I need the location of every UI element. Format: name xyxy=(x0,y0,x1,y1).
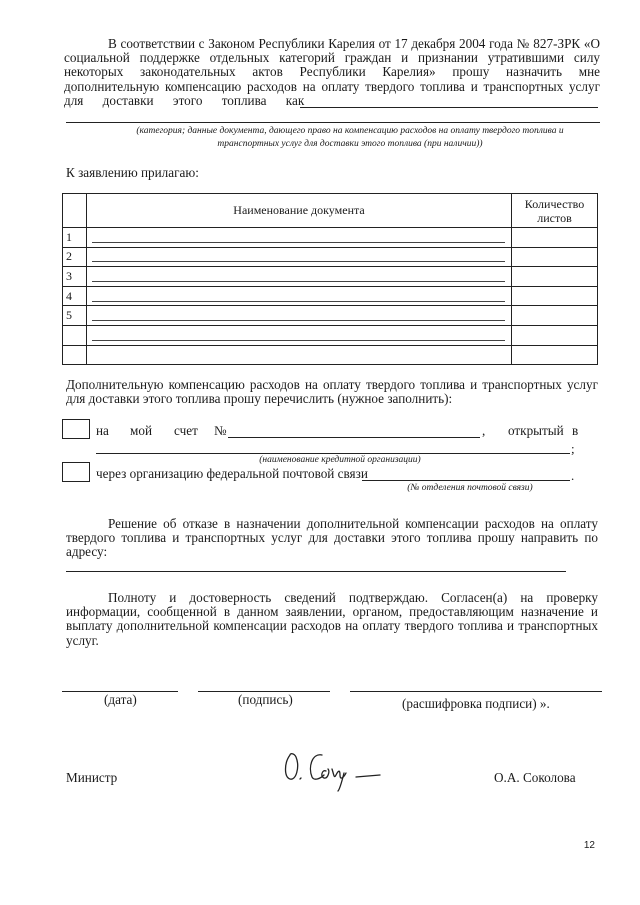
sheet-count-cell[interactable] xyxy=(512,286,598,306)
attachments-table xyxy=(62,193,598,365)
bank-account-checkbox[interactable] xyxy=(62,419,90,439)
page-number: 12 xyxy=(583,840,595,851)
category-fill-line[interactable] xyxy=(300,107,598,108)
bank-comma: , xyxy=(482,423,486,438)
post-office-checkbox[interactable] xyxy=(62,462,90,482)
account-number-line[interactable] xyxy=(228,437,480,438)
table-header-row xyxy=(63,194,598,228)
refusal-paragraph xyxy=(66,517,598,560)
intro-line-1: В соответствии с Законом Республики Карелия от 17 декабря 2004 года № 827-ЗРК «О xyxy=(108,36,600,51)
decode-label: (расшифровка подписи) ». xyxy=(402,696,550,711)
confirm-line-1: Полноту и достоверность сведений подтверждаю. Согласен(а) на проверку xyxy=(108,590,598,605)
col-name-header: Наименование документа xyxy=(86,194,511,228)
document-name-cell[interactable] xyxy=(86,286,511,306)
row-number: 4 xyxy=(63,286,87,306)
col-number-header xyxy=(63,194,87,228)
sheet-count-cell[interactable] xyxy=(512,247,598,267)
decode-line[interactable] xyxy=(350,691,602,692)
minister-position: Министр xyxy=(66,770,118,785)
post-office-period: . xyxy=(571,468,575,483)
document-name-cell[interactable] xyxy=(86,325,511,345)
intro-line-4: дополнительную компенсацию расходов на оплату твердого топлива и транспортных услуг xyxy=(64,78,600,94)
payment-line-2: для доставки этого топлива прошу перечислить (нужное заполнить): xyxy=(66,391,453,407)
minister-name: О.А. Соколова xyxy=(494,770,576,785)
payment-paragraph xyxy=(66,378,598,406)
intro-paragraph xyxy=(64,37,600,108)
post-office-number-line[interactable] xyxy=(362,480,570,481)
refusal-line-3: адресу: xyxy=(66,544,108,560)
handwritten-signature xyxy=(282,745,392,795)
post-option: через организацию федеральной почтовой связи xyxy=(96,466,368,481)
signature-label: (подпись) xyxy=(238,692,293,707)
document-name-cell[interactable] xyxy=(86,267,511,287)
table-row xyxy=(63,228,598,248)
row-number xyxy=(63,325,87,345)
document-name-cell[interactable] xyxy=(86,247,511,267)
col-count-label-1: Количество xyxy=(524,196,585,211)
date-label: (дата) xyxy=(104,692,137,707)
intro-line-2: социальной поддержке отдельных категорий граждан и признании утратившими силу xyxy=(64,50,600,66)
table-row xyxy=(63,325,598,345)
intro-line-5 xyxy=(64,94,600,108)
document-name-cell[interactable] xyxy=(86,306,511,326)
row-number: 3 xyxy=(63,267,87,287)
table-row xyxy=(63,286,598,306)
bank-option-row xyxy=(96,424,596,440)
post-office-note: (№ отделения почтовой связи) xyxy=(407,483,533,493)
payment-line-1: Дополнительную компенсацию расходов на оплату твердого топлива и транспортных услуг xyxy=(66,377,598,392)
refusal-line-1: Решение об отказе в назначении дополнительной компенсации расходов на оплату xyxy=(108,516,598,531)
document-name-cell[interactable] xyxy=(86,345,511,365)
sheet-count-cell[interactable] xyxy=(512,306,598,326)
bank-word-2: мой xyxy=(130,423,152,438)
row-number: 1 xyxy=(63,228,87,248)
bank-name-note: (наименование кредитной организации) xyxy=(259,455,421,465)
confirm-line-2: информации, сообщенной в данном заявлении, органом, предоставляющим назначение и xyxy=(66,604,598,620)
intro-line-5-text: для доставки этого топлива как xyxy=(64,92,305,108)
sheet-count-cell[interactable] xyxy=(512,325,598,345)
bank-word-3: счет xyxy=(174,423,198,438)
table-row xyxy=(63,247,598,267)
bank-name-semicolon: ; xyxy=(571,441,575,456)
intro-line-3: некоторых законодательных актов Республики Карелия» прошу назначить мне xyxy=(64,64,600,80)
confirm-line-3: выплату дополнительной компенсации расходов на оплату твердого топлива и транспортных xyxy=(66,618,598,634)
confirm-line-4: услуг. xyxy=(66,632,99,648)
col-count-label-2: листов xyxy=(537,210,572,225)
bank-opened: открытый xyxy=(508,423,564,438)
attachments-heading: К заявлению прилагаю: xyxy=(66,165,199,180)
bank-word-4: № xyxy=(214,423,227,438)
address-fill-line[interactable] xyxy=(66,571,566,572)
document-name-cell[interactable] xyxy=(86,228,511,248)
row-number: 2 xyxy=(63,247,87,267)
sheet-count-cell[interactable] xyxy=(512,228,598,248)
row-number: 5 xyxy=(63,306,87,326)
bank-word-1: на xyxy=(96,423,109,438)
refusal-line-2: твердого топлива и транспортных услуг для доставки этого топлива прошу направить по xyxy=(66,530,598,546)
table-row xyxy=(63,345,598,365)
bank-name-line[interactable] xyxy=(96,453,570,454)
table-row xyxy=(63,267,598,287)
sheet-count-cell[interactable] xyxy=(512,345,598,365)
confirm-paragraph xyxy=(66,591,598,648)
bank-in: в xyxy=(572,423,579,438)
category-fill-line-2[interactable] xyxy=(66,122,600,123)
row-number xyxy=(63,345,87,365)
col-count-header xyxy=(512,194,598,228)
table-row xyxy=(63,306,598,326)
sheet-count-cell[interactable] xyxy=(512,267,598,287)
category-note-1: (категория; данные документа, дающего право на компенсацию расходов на оплату твердого топлива и xyxy=(136,126,564,136)
category-note-2: транспортных услуг для доставки этого топлива (при наличии)) xyxy=(217,139,483,149)
